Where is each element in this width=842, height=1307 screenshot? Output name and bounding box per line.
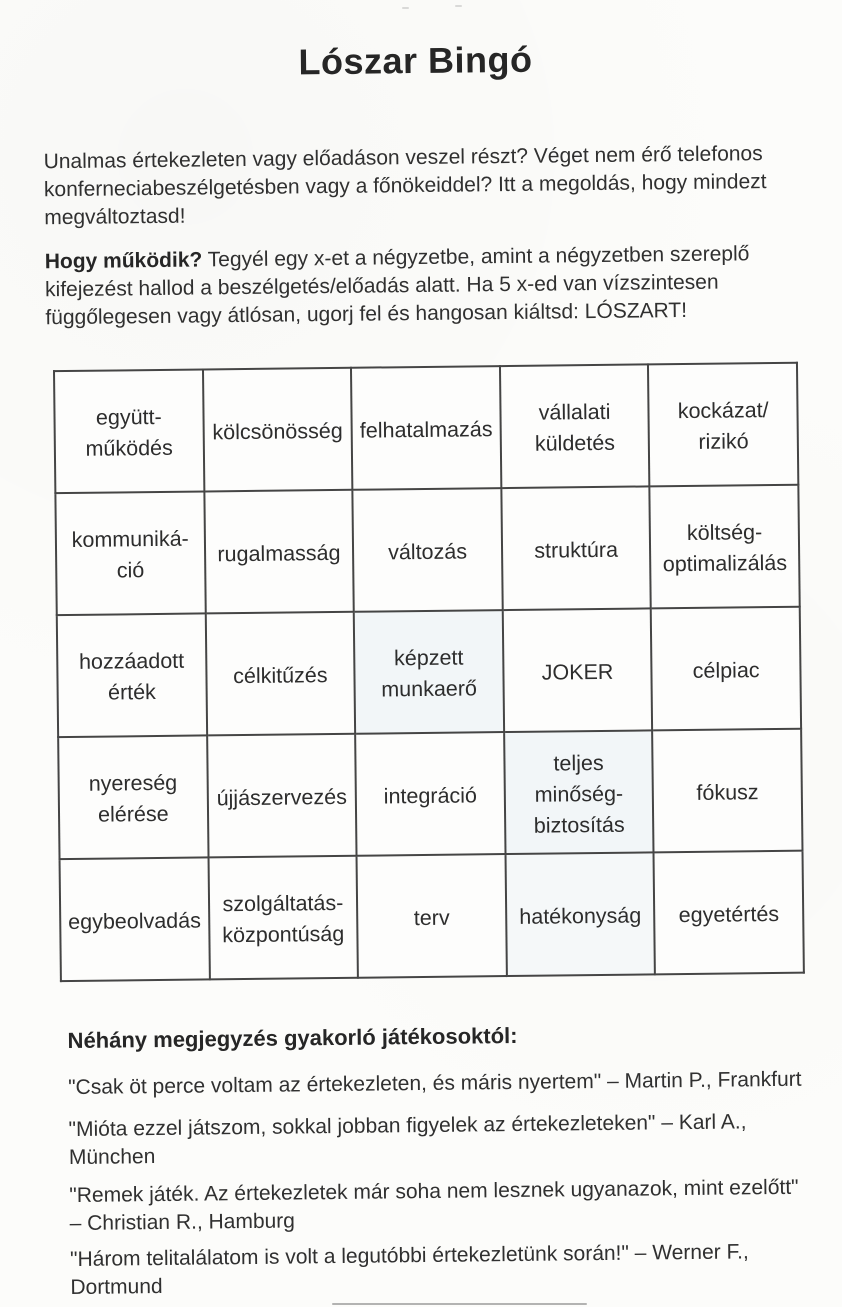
bingo-row [54, 363, 798, 493]
bingo-cell: nyereség elérése [58, 735, 208, 859]
testimonial-quote: "Mióta ezzel játszom, sokkal jobban figyelek az értekezleteken" – Karl A., München [68, 1110, 747, 1170]
bingo-cell: egyetértés [654, 851, 804, 975]
scan-artifact [332, 1303, 587, 1305]
bingo-cell: képzett munkaerő [354, 610, 504, 734]
bingo-cell: hatékonyság [505, 852, 655, 976]
bingo-cell: együtt- működés [54, 369, 204, 493]
bingo-cell-joker: JOKER [503, 608, 653, 732]
bingo-cell: újjászervezés [207, 734, 357, 858]
bingo-cell: struktúra [501, 486, 651, 610]
bingo-cell: célkitűzés [205, 612, 355, 736]
intro-paragraph: Unalmas értekezleten vagy előadáson veszel részt? Véget nem érő telefonos konferneciabeszélgetésben vagy a főnökeiddel? Itt a megoldás, hogy mindezt megváltoztasd! [43, 142, 767, 230]
bingo-cell: teljes minőség- biztosítás [504, 730, 654, 854]
bingo-cell: integráció [355, 732, 505, 856]
bingo-cell: kommuniká- ció [55, 491, 205, 615]
bingo-row [60, 851, 804, 981]
bingo-cell: kockázat/ rizikó [648, 363, 798, 487]
bingo-cell: kölcsönösség [203, 368, 353, 492]
instructions-paragraph [45, 240, 804, 333]
instructions-text: Tegyél egy x-et a négyzetbe, amint a négyzetben szereplő kifejezést hallod a beszélgetés/előadás alatt. Ha 5 x-ed van vízszintesen függőlegesen vagy átlósan, ugorj fel és hangosan kiáltsd: LÓSZART! [44, 242, 750, 330]
instructions-label: Hogy működik? [44, 248, 203, 274]
testimonials-heading: Néhány megjegyzés gyakorló játékosoktól: [67, 1022, 518, 1054]
testimonial-quote: "Csak öt perce voltam az értekezleten, és máris nyertem" – Martin P., Frankfurt [67, 1067, 802, 1100]
bingo-cell: egybeolvadás [60, 857, 210, 981]
bingo-cell: célpiac [651, 607, 801, 731]
bingo-row [58, 729, 802, 859]
bingo-cell: fókusz [652, 729, 802, 853]
bingo-grid [53, 362, 805, 982]
bingo-cell: felhatalmazás [351, 366, 501, 490]
bingo-cell: terv [357, 854, 507, 978]
testimonial-quote: "Remek játék. Az értekezletek már soha nem lesznek ugyanazok, mint ezelőtt" – Christian R., Hamburg [69, 1175, 799, 1236]
bingo-cell: vállalati küldetés [500, 364, 650, 488]
testimonials-section [5, 1019, 842, 1303]
bingo-cell: hozzáadott érték [57, 613, 207, 737]
bingo-cell: rugalmasság [204, 490, 354, 614]
bingo-cell: szolgáltatás- központúság [208, 856, 358, 980]
bingo-row [55, 485, 799, 615]
page-title: Lószar Bingó [298, 38, 533, 83]
bingo-cell: költség- optimalizálás [650, 485, 800, 609]
bingo-row [57, 607, 801, 737]
testimonial-quote: "Három telitalálatom is volt a legutóbbi értekezletünk során!" – Werner F., Dortmund [69, 1240, 749, 1300]
bingo-cell: változás [353, 488, 503, 612]
